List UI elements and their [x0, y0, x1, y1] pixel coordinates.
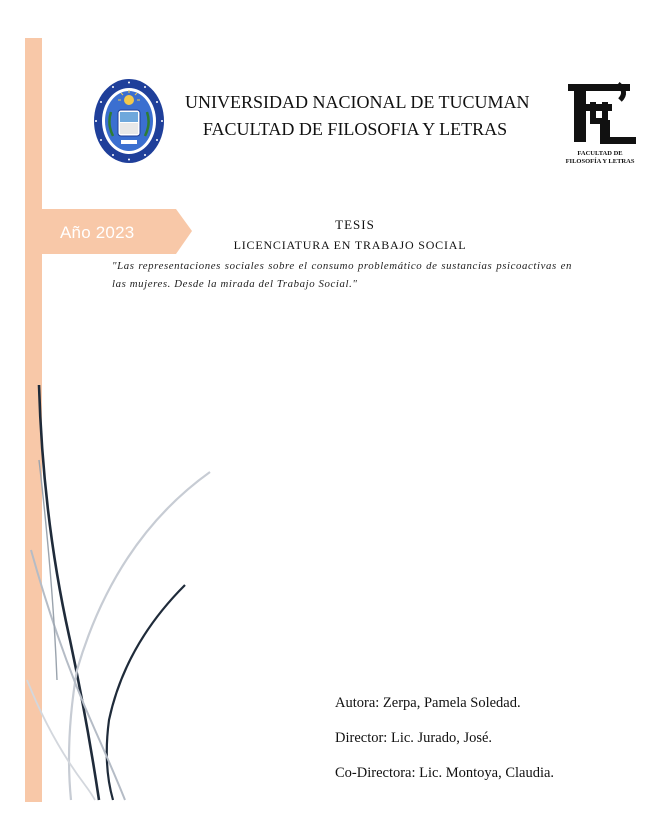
university-heading	[185, 89, 530, 143]
ffyl-logo-caption	[554, 150, 646, 165]
university-name: UNIVERSIDAD NACIONAL DE TUCUMAN	[185, 92, 530, 112]
director-line: Director: Lic. Jurado, José.	[335, 730, 493, 746]
credits	[335, 686, 554, 791]
ffyl-caption-line2: FILOSOFÍA Y LETRAS	[565, 157, 635, 165]
year-label: Año 2023	[60, 223, 135, 242]
document-type: TESIS	[335, 217, 375, 232]
university-seal-icon	[93, 78, 165, 164]
codirector-line: Co-Directora: Lic. Montoya, Claudia.	[335, 765, 555, 781]
author-line: Autora: Zerpa, Pamela Soledad.	[335, 695, 521, 711]
ffyl-caption-line1: FACULTAD DE	[577, 150, 623, 157]
faculty-name: FACULTAD DE FILOSOFIA Y LETRAS	[202, 119, 508, 139]
decorative-leaves-icon	[25, 380, 225, 810]
thesis-title: "Las representaciones sociales sobre el consumo problemático de sustancias psicoactivas en las mujeres. Desde la mirada del Trabajo Social."	[112, 260, 572, 290]
degree-title: LICENCIATURA EN TRABAJO SOCIAL	[233, 238, 467, 252]
